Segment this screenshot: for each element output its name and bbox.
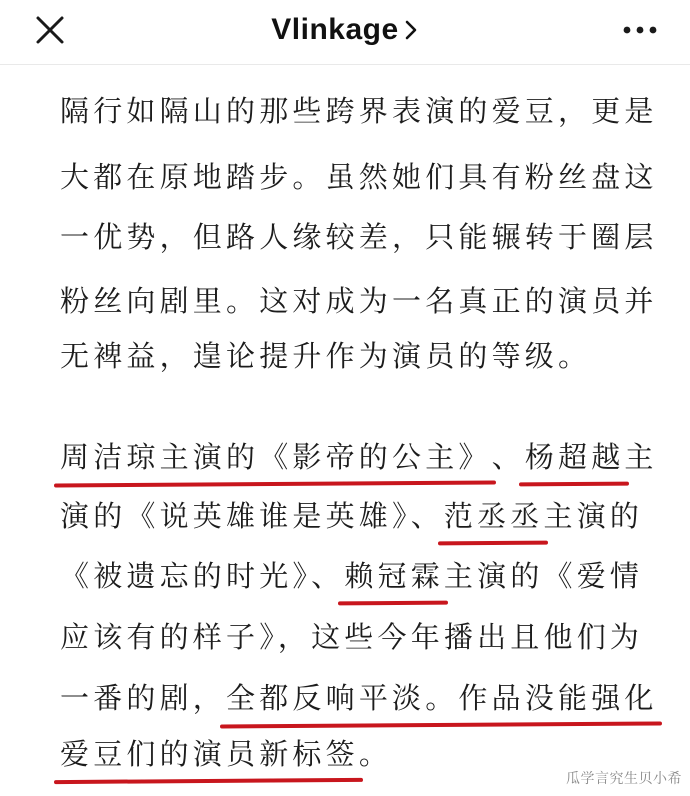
paragraph-line: 无裨益，遑论提升作为演员的等级。	[60, 339, 592, 373]
paragraph-line	[60, 437, 658, 477]
paragraph-line	[60, 556, 643, 596]
paragraph-line: 大都在原地踏步。虽然她们具有粉丝盘这	[60, 160, 658, 194]
paragraph-line: 应该有的样子》，这些今年播出且他们为	[60, 620, 644, 654]
text-fragment: 、	[491, 440, 525, 474]
underlined-phrase: 爱豆们的演员新标签	[60, 734, 359, 774]
more-horizontal-icon	[620, 16, 660, 44]
account-link[interactable]	[0, 12, 690, 48]
watermark: 瓜学言究生贝小希	[566, 771, 682, 787]
text-fragment: 主演的	[543, 499, 644, 533]
chevron-right-icon	[403, 17, 419, 43]
underlined-phrase: 周洁琼主演的《影帝的公主》	[60, 437, 492, 477]
text-fragment: 。	[358, 737, 393, 771]
text-fragment: 演的《说英雄谁是英雄》、	[60, 499, 444, 533]
underlined-phrase: 赖冠霖	[344, 556, 444, 596]
article-body	[0, 64, 690, 796]
paragraph-line: 隔行如隔山的那些跨界表演的爱豆，更是	[60, 94, 658, 128]
paragraph-line	[60, 496, 643, 536]
paragraph-line: 一优势，但路人缘较差，只能辗转于圈层	[60, 220, 658, 254]
text-fragment: 《被遗忘的时光》、	[60, 559, 345, 593]
text-fragment: 主	[624, 440, 658, 474]
paragraph-line	[60, 678, 658, 718]
more-button[interactable]	[620, 16, 660, 44]
text-fragment: 主演的《爱情	[443, 559, 644, 593]
paragraph-line	[60, 734, 392, 774]
underlined-phrase: 范丞丞	[444, 496, 544, 536]
underlined-phrase: 杨超越	[525, 437, 625, 477]
paragraph-line: 粉丝向剧里。这对成为一名真正的演员并	[60, 284, 658, 318]
underlined-phrase: 全都反响平淡。作品没能强化	[226, 678, 658, 718]
text-fragment: 一番的剧，	[60, 681, 227, 715]
top-bar	[0, 0, 690, 65]
account-name: Vlinkage	[271, 13, 399, 46]
